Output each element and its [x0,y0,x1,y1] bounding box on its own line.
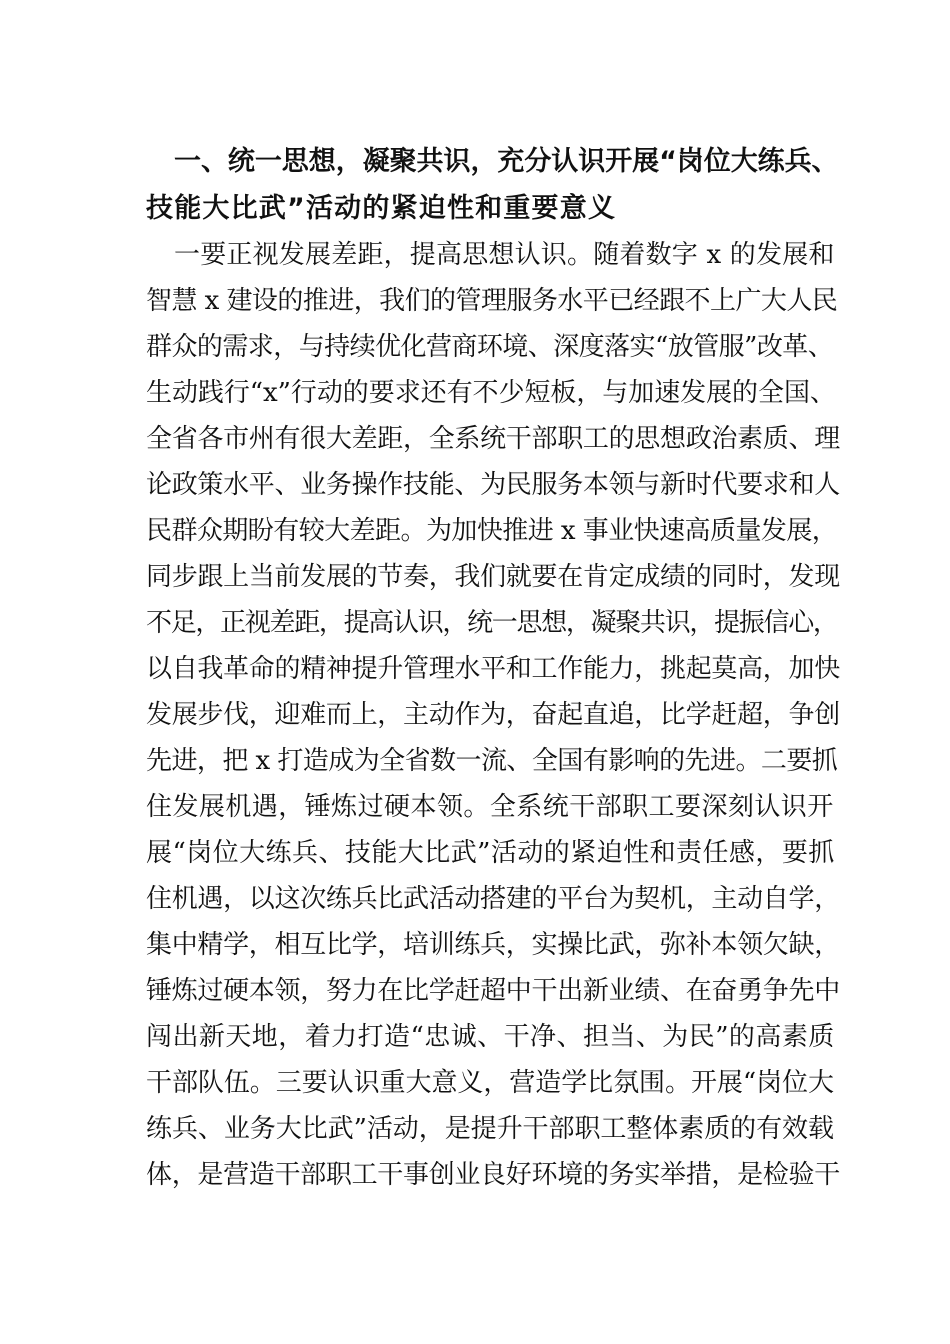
paragraph-line: 闯出新天地，着力打造“忠诚、干净、担当、为民”的高素质 [146,1022,835,1052]
paragraph-line: 先进，把 x 打造成为全省数一流、全国有影响的先进。二要抓 [146,746,838,776]
paragraph-line: 论政策水平、业务操作技能、为民服务本领与新时代要求和人 [146,470,840,500]
paragraph-line: 住机遇，以这次练兵比武活动搭建的平台为契机，主动自学， [146,884,840,914]
paragraph-line: 练兵、业务大比武”活动，是提升干部职工整体素质的有效载 [146,1114,834,1144]
paragraph-line: 全省各市州有很大差距，全系统干部职工的思想政治素质、理 [146,424,840,454]
paragraph-line: 同步跟上当前发展的节奏，我们就要在肯定成绩的同时，发现 [146,562,840,592]
paragraph-line: 群众的需求，与持续优化营商环境、深度落实“放管服”改革、 [146,332,834,362]
paragraph-line: 以自我革命的精神提升管理水平和工作能力，挑起莫高，加快 [146,654,840,684]
paragraph-line: 民群众期盼有较大差距。为加快推进 x 事业快速高质量发展， [146,516,838,546]
paragraph-line: 干部队伍。三要认识重大意义，营造学比氛围。开展“岗位大 [146,1068,834,1098]
paragraph-line: 体，是营造干部职工干事创业良好环境的务实举措，是检验干 [146,1160,840,1190]
paragraph-line: 不足，正视差距，提高认识，统一思想，凝聚共识，提振信心， [146,608,838,638]
paragraph-line: 智慧 x 建设的推进，我们的管理服务水平已经跟不上广大人民 [146,286,838,316]
paragraph-line: 集中精学，相互比学，培训练兵，实操比武，弥补本领欠缺， [146,930,840,960]
paragraph-line: 住发展机遇，锤炼过硬本领。全系统干部职工要深刻认识开 [146,792,834,822]
heading-line-2: 技能大比武”活动的紧迫性和重要意义 [146,193,617,224]
paragraph-line: 展“岗位大练兵、技能大比武”活动的紧迫性和责任感，要抓 [146,838,835,868]
paragraph-line: 发展步伐，迎难而上，主动作为，奋起直追，比学赶超，争创 [146,700,840,730]
paragraph-line: 一要正视发展差距，提高思想认识。随着数字 x 的发展和 [174,240,835,270]
paragraph-line: 生动践行“x”行动的要求还有不少短板，与加速发展的全国、 [146,378,836,408]
heading-line-1: 一、统一思想，凝聚共识，充分认识开展“岗位大练兵、 [174,146,839,177]
paragraph-line: 锤炼过硬本领，努力在比学赶超中干出新业绩、在奋勇争先中 [146,976,840,1006]
